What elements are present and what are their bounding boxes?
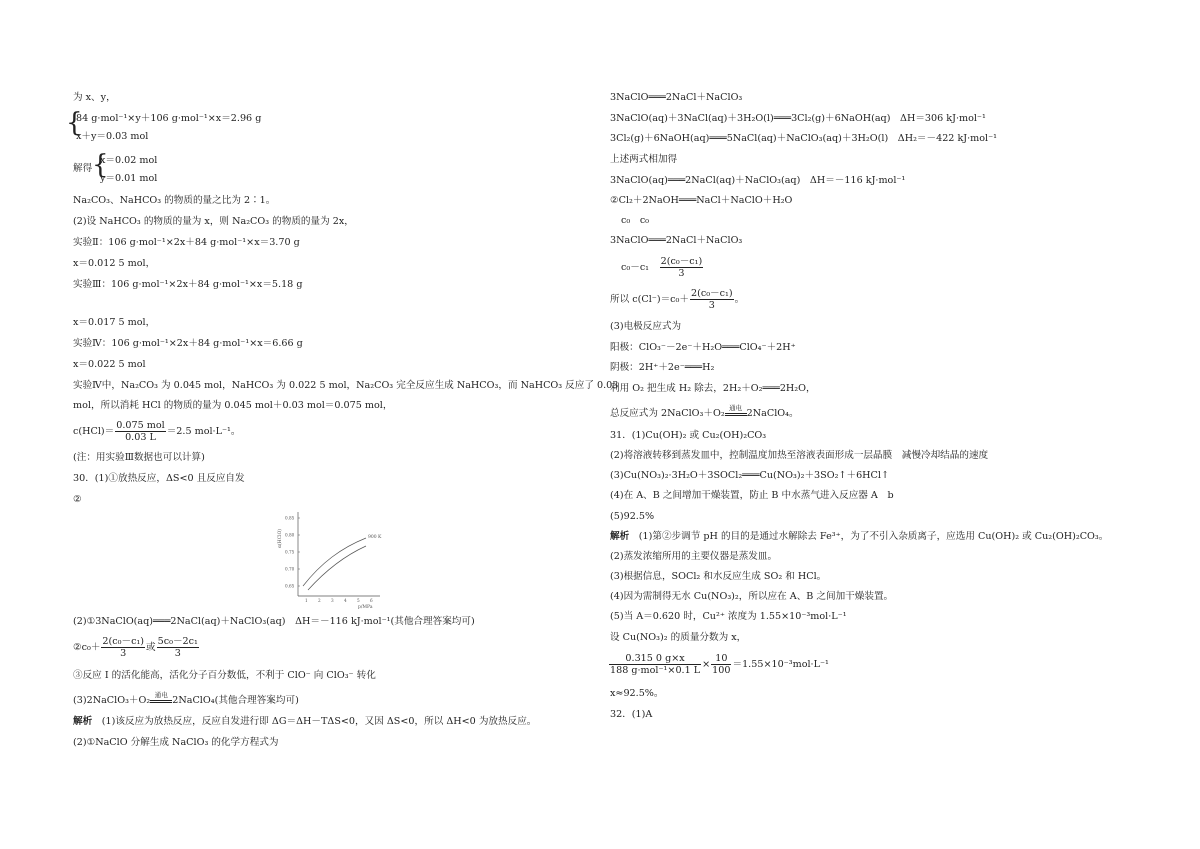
equation-line: 3NaClO(aq)＋3NaCl(aq)＋3H₂O(l)═══3Cl₂(g)＋6NaOH(aq) ΔH＝306 kJ·mol⁻¹	[610, 113, 986, 124]
equation-line: c₀ c₀	[621, 215, 650, 226]
fraction-numerator: 2(c₀－c₁)	[690, 288, 733, 299]
equation-part: 2NaClO₄。	[746, 408, 799, 419]
fraction	[690, 288, 734, 311]
answer-line: (3)Cu(NO₃)₂·3H₂O＋3SOCl₂═══Cu(NO₃)₂＋3SO₂↑＋6HCl↑	[610, 470, 889, 481]
text-line: (3)根据信息，SOCl₂ 和水反应生成 SO₂ 和 HCl。	[610, 571, 827, 582]
graph-xtick-label: 3	[331, 598, 334, 603]
equation-line: x＝0.012 5 mol，	[73, 258, 156, 269]
analysis-label: 解析	[610, 531, 630, 542]
analysis-line	[610, 531, 1108, 543]
equation-line: y＝0.01 mol	[100, 173, 158, 184]
equation-part: ＝1.55×10⁻³mol·L⁻¹	[732, 659, 829, 670]
equation-line: x＝0.017 5 mol，	[73, 317, 156, 328]
text-line: (5)当 A＝0.620 时，Cu²⁺ 浓度为 1.55×10⁻³mol·L⁻¹	[610, 611, 847, 622]
text-line: (2)设 NaHCO₃ 的物质的量为 x，则 Na₂CO₃ 的物质的量为 2x，	[73, 216, 354, 227]
fraction-numerator: 2(c₀－c₁)	[102, 636, 145, 647]
graph-xtick-label: 1	[305, 598, 308, 603]
fraction-denominator: 100	[712, 665, 731, 676]
fraction-numerator: 10	[711, 653, 731, 665]
graph-xlabel: p/MPa	[358, 605, 373, 610]
equation-connector: 或	[146, 642, 156, 653]
graph-ylabel: α(HClO)	[278, 528, 283, 548]
equation-line: ②Cl₂＋2NaOH═══NaCl＋NaClO＋H₂O	[610, 195, 793, 206]
answer-line: (4)在 A、B 之间增加干燥装置，防止 B 中水蒸气进入反应器 A b	[610, 490, 894, 501]
graph-xtick-label: 6	[370, 598, 373, 603]
text-line: (3)电极反应式为	[610, 321, 682, 332]
graph-ytick-label: 0.70	[285, 566, 295, 572]
fraction	[157, 636, 199, 659]
equation-line: 阴极：2H⁺＋2e⁻═══H₂	[610, 362, 715, 373]
equation-part: 。	[734, 294, 745, 305]
graph-curve-upper	[303, 538, 366, 586]
text-line: mol，所以消耗 HCl 的物质的量为 0.045 mol＋0.03 mol＝0.075 mol，	[73, 400, 393, 411]
equation-part: 所以 c(Cl⁻)＝c₀＋	[610, 294, 689, 305]
equation-part: ×	[702, 659, 711, 670]
text-line: (注：用实验Ⅲ数据也可以计算)	[73, 452, 205, 463]
fraction-denominator: 3	[174, 648, 181, 659]
text-line: x≈92.5%。	[610, 688, 664, 699]
graph-curve-lower	[308, 546, 366, 590]
graph-ytick-label: 0.85	[285, 515, 295, 521]
arrow-condition: 通电	[729, 404, 743, 412]
fraction	[711, 653, 731, 676]
equation-part: c₀－c₁	[621, 262, 650, 273]
fraction-denominator: 3	[120, 648, 127, 659]
text-line: 利用 O₂ 把生成 H₂ 除去，2H₂＋O₂═══2H₂O，	[610, 383, 816, 394]
fraction	[609, 653, 701, 676]
text-line: (2)①NaClO 分解生成 NaClO₃ 的化学方程式为	[73, 737, 279, 748]
fraction-denominator: 188 g·mol⁻¹×0.1 L	[610, 665, 701, 676]
graph-xtick-label: 4	[344, 598, 347, 603]
analysis-text: (1)该反应为放热反应，反应自发进行即 ΔG＝ΔH－TΔS<0，又因 ΔS<0，所以 ΔH<0 为放热反应。	[92, 716, 537, 727]
graph-xtick-label: 5	[357, 598, 360, 603]
text-line: ③反应 I 的活化能高，活化分子百分数低，不利于 ClO⁻ 向 ClO₃⁻ 转化	[73, 670, 376, 681]
text-line: 设 Cu(NO₃)₂ 的质量分数为 x，	[610, 632, 747, 643]
equation-line: 实验Ⅱ：106 g·mol⁻¹×2x＋84 g·mol⁻¹×x＝3.70 g	[73, 237, 300, 248]
text-line: (2)蒸发浓缩所用的主要仪器是蒸发皿。	[610, 551, 778, 562]
equation-line: 84 g·mol⁻¹×y＋106 g·mol⁻¹×x＝2.96 g	[76, 113, 262, 124]
equation-line: 3NaClO═══2NaCl＋NaClO₃	[610, 92, 743, 103]
fraction-denominator: 0.03 L	[125, 432, 156, 443]
equation-prefix: ②c₀＋	[73, 642, 101, 653]
equation-line: x＝0.022 5 mol	[73, 359, 146, 370]
fraction-numerator: 0.315 0 g×x	[609, 653, 701, 665]
conversion-graph	[276, 508, 386, 612]
system-brace: {	[92, 150, 109, 180]
graph-xticks	[305, 598, 373, 603]
system-brace: {	[66, 108, 83, 138]
text-line: 30．(1)①放热反应，ΔS<0 且反应自发	[73, 473, 245, 484]
equation-line: 实验Ⅲ：106 g·mol⁻¹×2x＋84 g·mol⁻¹×x＝5.18 g	[73, 279, 303, 290]
equation-line	[610, 404, 799, 420]
fraction-equation	[610, 288, 744, 311]
graph-xtick-label: 2	[318, 598, 321, 603]
graph-curve-label: 900 K	[368, 535, 382, 540]
equation-line: (2)①3NaClO(aq)═══2NaCl(aq)＋NaClO₃(aq) ΔH＝－116 kJ·mol⁻¹(其他合理答案均可)	[73, 616, 475, 627]
text-line: 上述两式相加得	[610, 154, 678, 165]
fraction-denominator: 3	[708, 300, 715, 311]
answer-line: 31．(1)Cu(OH)₂ 或 Cu₂(OH)₂CO₃	[610, 430, 767, 441]
graph-ytick-label: 0.75	[285, 549, 295, 555]
text-line: 实验Ⅳ中，Na₂CO₃ 为 0.045 mol，NaHCO₃ 为 0.022 5 mol，Na₂CO₃ 完全反应生成 NaHCO₃，而 NaHCO₃ 反应了 0.03	[73, 380, 619, 391]
equation-line: 实验Ⅳ：106 g·mol⁻¹×2x＋84 g·mol⁻¹×x＝6.66 g	[73, 338, 303, 349]
graph-ytick-label: 0.65	[285, 583, 295, 589]
equation-part: 2NaClO₄(其他合理答案均可)	[172, 695, 299, 706]
fraction-numerator: 2(c₀－c₁)	[660, 256, 703, 267]
analysis-line	[73, 716, 536, 728]
fraction-equation	[608, 653, 829, 676]
fraction-equation	[621, 256, 704, 279]
analysis-text: (1)第②步调节 pH 的目的是通过水解除去 Fe³⁺，为了不引入杂质离子，应选用 Cu(OH)₂ 或 Cu₂(OH)₂CO₃。	[629, 531, 1109, 542]
equation-part: 总反应式为 2NaClO₃＋O₂	[610, 408, 725, 419]
fraction-numerator: 5c₀－2c₁	[157, 636, 198, 647]
fraction	[115, 420, 165, 443]
fraction-denominator: 3	[678, 268, 685, 279]
fraction-equation	[73, 420, 240, 443]
text-line: 解得	[73, 163, 93, 174]
equation-arrow	[150, 691, 172, 707]
equation-line: 3NaClO═══2NaCl＋NaClO₃	[610, 235, 743, 246]
graph-ytick-label: 0.80	[285, 532, 295, 538]
equation-line: 3NaClO(aq)═══2NaCl(aq)＋NaClO₃(aq) ΔH＝－116 kJ·mol⁻¹	[610, 175, 906, 186]
equation-suffix: ＝2.5 mol·L⁻¹。	[166, 426, 241, 437]
text-line: ②	[73, 494, 82, 505]
equation-line: 3Cl₂(g)＋6NaOH(aq)═══5NaCl(aq)＋NaClO₃(aq)＋3H₂O(l) ΔH₂＝－422 kJ·mol⁻¹	[610, 133, 998, 144]
answer-line: (2)将溶液转移到蒸发皿中，控制温度加热至溶液表面形成一层晶膜 减慢冷却结晶的速度	[610, 450, 989, 461]
equation-arrow	[725, 404, 747, 420]
answer-line: (5)92.5%	[610, 511, 655, 522]
equation-line: 阳极：ClO₃⁻－2e⁻＋H₂O═══ClO₄⁻＋2H⁺	[610, 342, 796, 353]
equation-line	[73, 691, 299, 707]
fraction	[101, 636, 145, 659]
arrow-condition: 通电	[154, 691, 168, 699]
fraction	[660, 256, 704, 279]
equation-part: (3)2NaClO₃＋O₂	[73, 695, 151, 706]
fraction-equation	[73, 636, 200, 659]
text-line: 为 x、y，	[73, 92, 116, 103]
fraction-numerator: 0.075 mol	[116, 420, 165, 431]
text-line: (4)因为需制得无水 Cu(NO₃)₂，所以应在 A、B 之间加干燥装置。	[610, 591, 894, 602]
equation-line: x＋y＝0.03 mol	[76, 131, 149, 142]
answer-line: 32．(1)A	[610, 709, 653, 720]
equation-line: x＝0.02 mol	[100, 155, 158, 166]
text-line: Na₂CO₃、NaHCO₃ 的物质的量之比为 2∶1。	[73, 195, 276, 206]
equation-prefix: c(HCl)＝	[73, 426, 115, 437]
analysis-label: 解析	[73, 716, 93, 727]
